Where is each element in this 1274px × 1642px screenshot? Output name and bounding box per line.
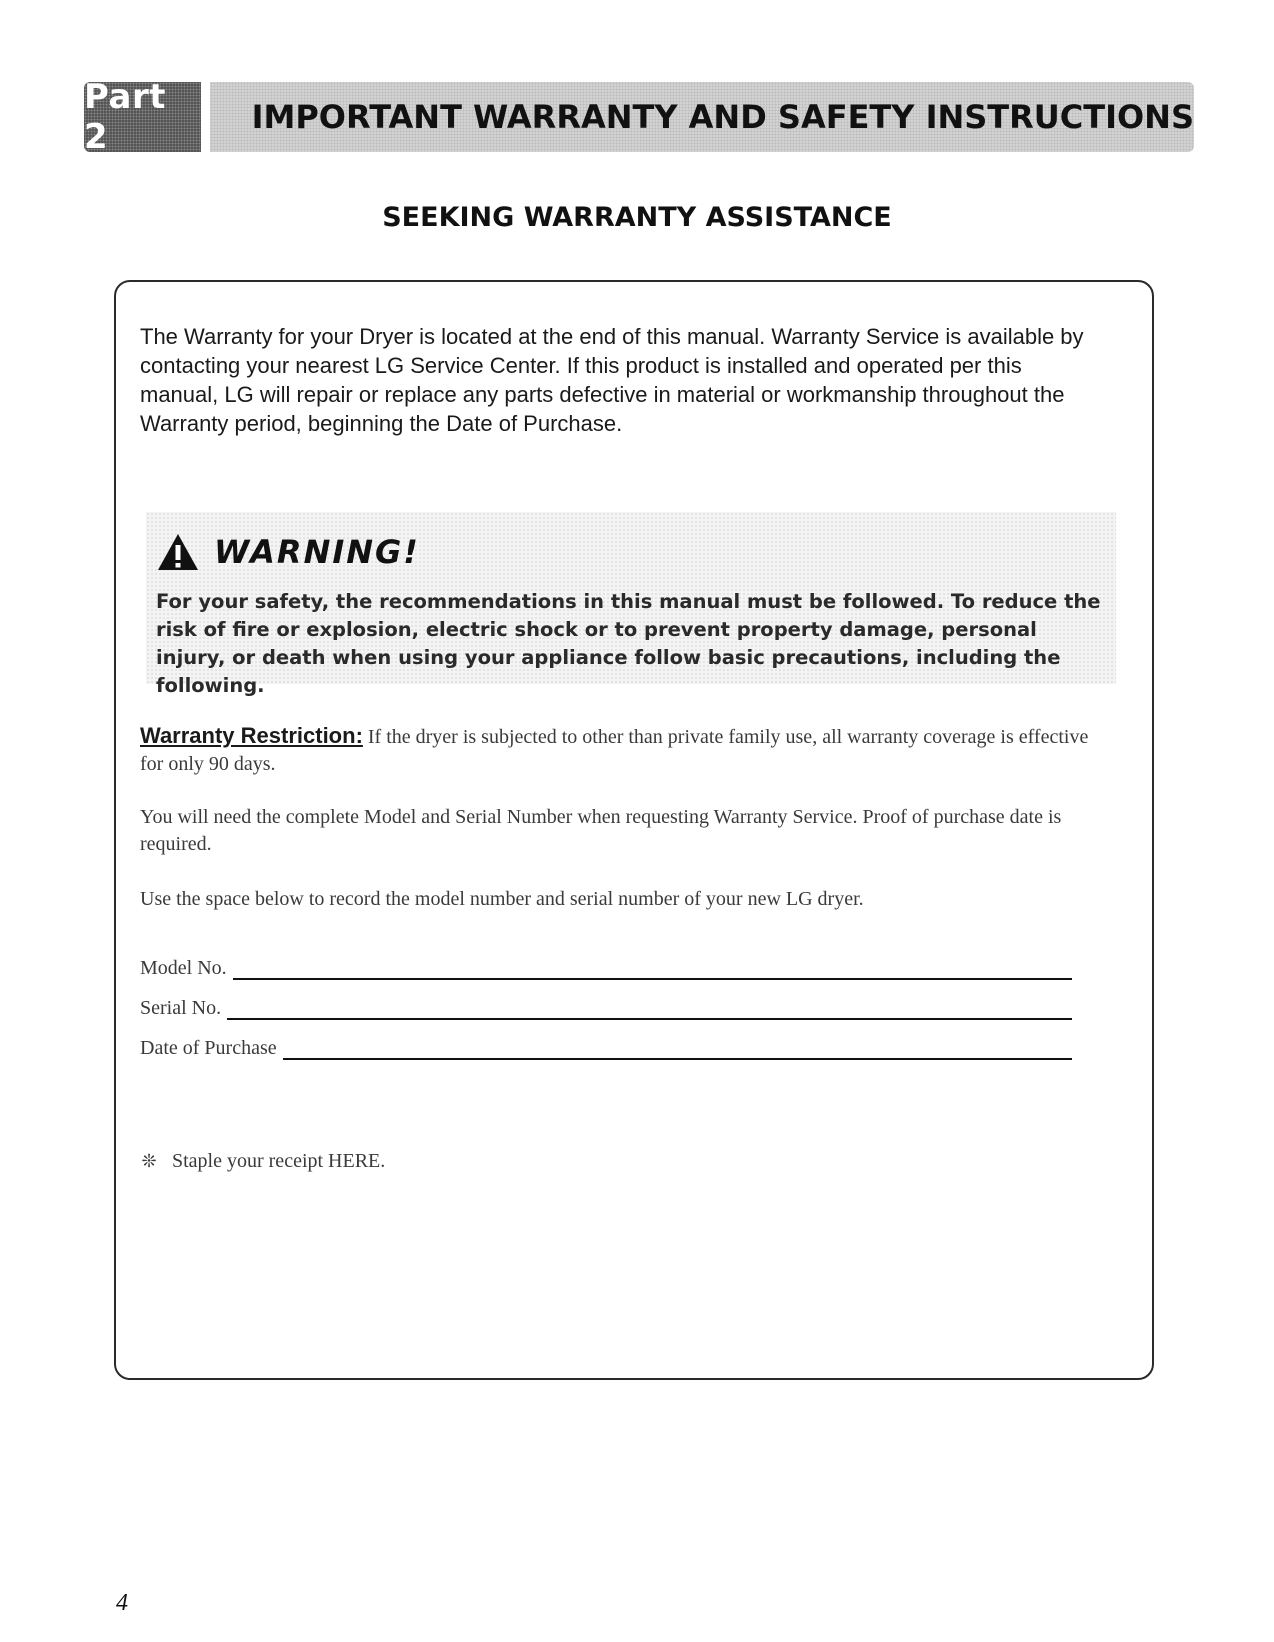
header-banner	[84, 77, 1194, 157]
warning-triangle-icon	[156, 532, 200, 572]
header-gap	[201, 82, 210, 152]
model-number-line	[233, 954, 1072, 980]
restriction-text: If the dryer is subjected to other than private family use, all warranty coverage is effective for only 90 days.	[140, 726, 1089, 775]
record-instruction: Use the space below to record the model number and serial number of your new LG dryer.	[140, 888, 864, 910]
model-serial-note: You will need the complete Model and Serial Number when requesting Warranty Service. Proof of purchase date is required.	[140, 806, 1062, 855]
serial-number-label: Serial No.	[140, 997, 222, 1019]
header-title-bar	[210, 82, 1194, 152]
purchase-date-line	[283, 1034, 1072, 1060]
model-number-label: Model No.	[140, 957, 227, 979]
warning-box	[146, 512, 1116, 697]
serial-number-line	[227, 994, 1072, 1020]
section-title: SEEKING WARRANTY ASSISTANCE	[382, 202, 892, 233]
header-title: IMPORTANT WARRANTY AND SAFETY INSTRUCTIONS	[251, 98, 1194, 136]
intro-paragraph: The Warranty for your Dryer is located at the end of this manual. Warranty Service is available by contacting your nearest LG Service Center. If this product is installed and operated per this manual, LG will repair or replace any parts defective in material or workmanship throughout the Warranty period, beginning the Date of Purchase.	[140, 324, 1084, 436]
staple-note	[140, 1150, 385, 1173]
warning-text: For your safety, the recommendations in this manual must be followed. To reduce the risk of fire or explosion, electric shock or to prevent property damage, personal injury, or death when using your appliance follow basic precautions, including the following.	[156, 590, 1101, 697]
warning-heading	[156, 532, 420, 572]
model-number-field	[140, 950, 1072, 980]
restriction-paragraph	[140, 722, 1100, 778]
purchase-date-label: Date of Purchase	[140, 1037, 277, 1059]
warning-title: WARNING!	[214, 533, 420, 571]
restriction-label: Warranty Restriction:	[140, 723, 363, 748]
part-tab: Part 2	[84, 82, 201, 152]
staple-text: Staple your receipt HERE.	[172, 1150, 386, 1172]
page-number: 4	[116, 1590, 128, 1616]
asterisk-icon: ❊	[141, 1151, 157, 1171]
serial-number-field	[140, 990, 1072, 1020]
purchase-date-field	[140, 1030, 1072, 1060]
